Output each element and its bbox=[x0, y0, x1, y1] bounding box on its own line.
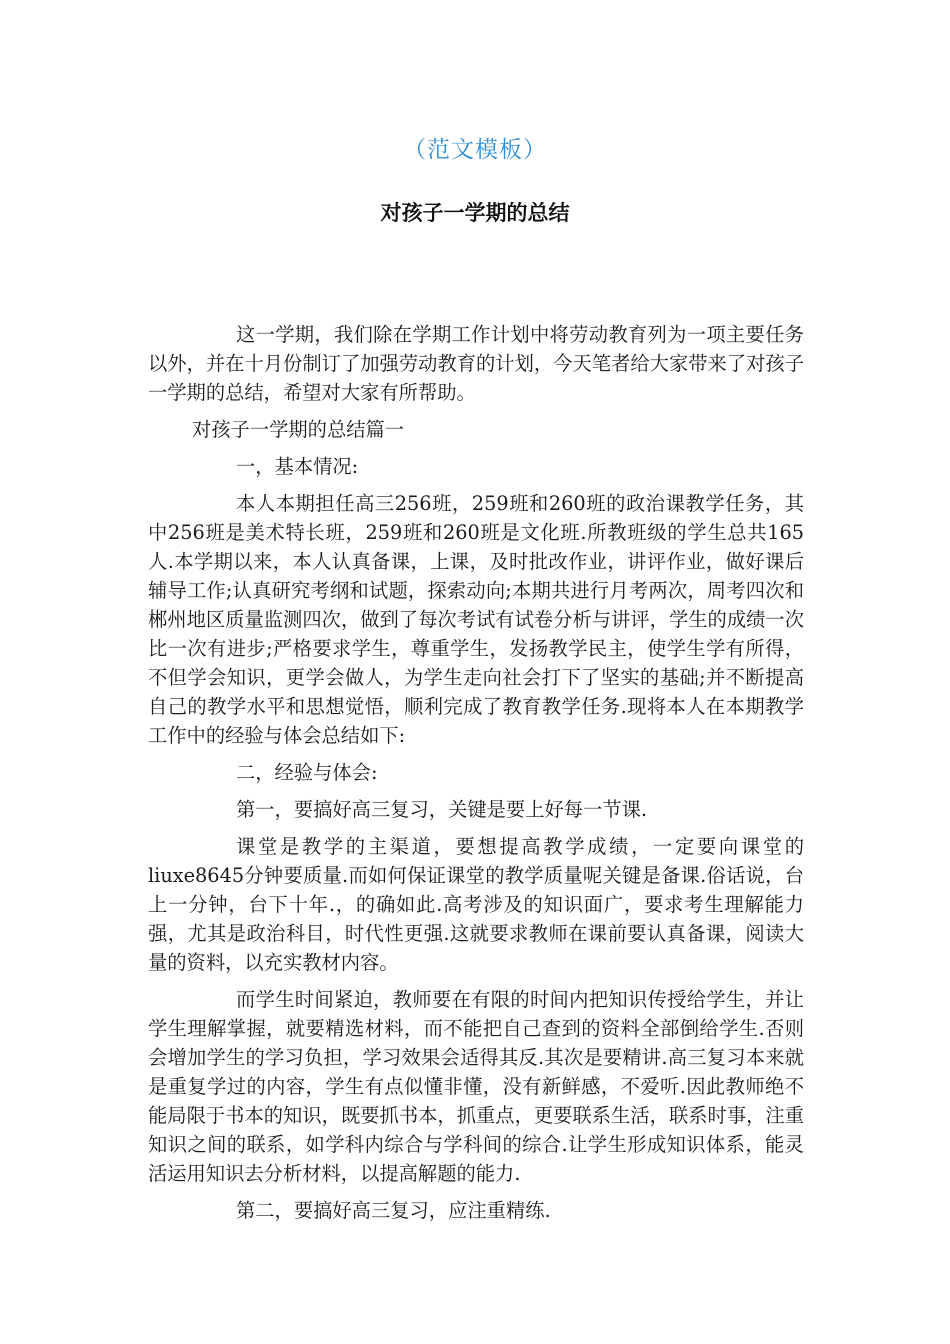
point-one: 第一，要搞好高三复习，关键是要上好每一节课. bbox=[236, 798, 648, 821]
students-time-paragraph: 而学生时间紧迫，教师要在有限的时间内把知识传授给学生，并让学生理解掌握，就要精选材料，而不能把自己查到的资料全部倒给学生.否则会增加学生的学习负担，学习效果会适得其反.其次是要精讲.高三复习本来就是重复学过的内容，学生有点似懂非懂，没有新鲜感，不爱听.因此教师绝不能局限于书本的知识，既要抓书本，抓重点，更要联系生活，联系时事，注重知识之间的联系，如学科内综合与学科间的综合.让学生形成知识体系，能灵活运用知识去分析材料，以提高解题的能力. bbox=[148, 988, 804, 1185]
heading-basic-situation: 一，基本情况: bbox=[236, 455, 359, 478]
document-body bbox=[148, 320, 804, 1225]
intro-paragraph: 这一学期，我们除在学期工作计划中将劳动教育列为一项主要任务以外，并在十月份制订了加强劳动教育的计划，今天笔者给大家带来了对孩子一学期的总结，希望对大家有所帮助。 bbox=[148, 323, 804, 404]
heading-experience: 二，经验与体会: bbox=[236, 761, 378, 784]
template-tag: （范文模板） bbox=[403, 137, 547, 163]
classroom-paragraph: 课堂是教学的主渠道，要想提高教学成绩，一定要向课堂的liuxe8645分钟要质量.而如何保证课堂的教学质量呢关键是备课.俗话说，台上一分钟，台下十年.，的确如此.高考涉及的知识面广，要求考生理解能力强，尤其是政治科目，时代性更强.这就要求教师在课前要认真备课，阅读大量的资料，以充实教材内容。 bbox=[148, 835, 804, 974]
point-two: 第二，要搞好高三复习，应注重精练. bbox=[236, 1199, 551, 1222]
basic-situation-paragraph: 本人本期担任高三256班，259班和260班的政治课教学任务，其中256班是美术特长班，259班和260班是文化班.所教班级的学生总共165人.本学期以来，本人认真备课，上课，及时批改作业，讲评作业，做好课后辅导工作;认真研究考纲和试题，探索动向;本期共进行月考两次，周考四次和郴州地区质量监测四次，做到了每次考试有试卷分析与讲评，学生的成绩一次比一次有进步;严格要求学生，尊重学生，发扬教学民主，使学生学有所得，不但学会知识，更学会做人，为学生走向社会打下了坚实的基础;并不断提高自己的教学水平和思想觉悟，顺利完成了教育教学任务.现将本人在本期教学工作中的经验与体会总结如下: bbox=[148, 492, 804, 747]
document-title: 对孩子一学期的总结 bbox=[380, 201, 570, 225]
section-title: 对孩子一学期的总结篇一 bbox=[192, 418, 405, 441]
